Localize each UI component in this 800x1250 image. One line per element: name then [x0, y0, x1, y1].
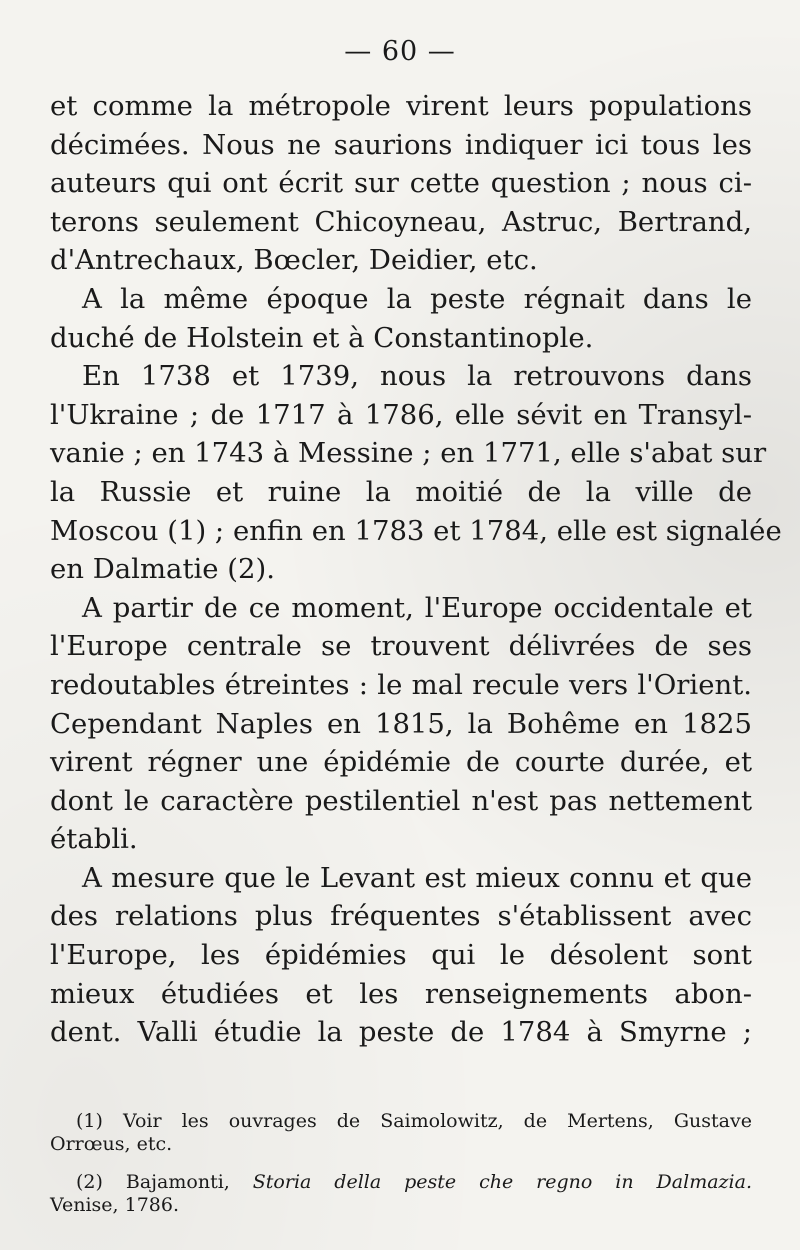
footnote-gap: [50, 1156, 752, 1171]
body-text: [50, 87, 782, 1052]
text-line: et comme la métropole virent leurs populations: [50, 90, 752, 122]
text-line: A partir de ce moment, l'Europe occidentale et: [82, 591, 752, 624]
text-line: auteurs qui ont écrit sur cette question ; nous ci-: [50, 167, 752, 200]
footnotes: [50, 1110, 752, 1217]
text-line: l'Europe, les épidémies qui le désolent sont: [50, 939, 752, 972]
text-line: l'Ukraine ; de 1717 à 1786, elle sévit en Transyl-: [50, 398, 752, 431]
footnote-2-title: Storia della peste che regno in Dalmazia.: [252, 1171, 752, 1193]
text-line: l'Europe centrale se trouvent délivrées de ses: [50, 630, 752, 663]
text-line: A mesure que le Levant est mieux connu et que: [82, 861, 752, 894]
text-line: établi.: [50, 823, 138, 856]
text-line: terons seulement Chicoyneau, Astruc, Bertrand,: [50, 205, 752, 238]
text-line: redoutables étreintes : le mal recule vers l'Orient.: [50, 668, 752, 701]
page-number: — 60 —: [344, 36, 456, 67]
text-line: en Dalmatie (2).: [50, 553, 275, 586]
footnote-2-line: [50, 1171, 752, 1194]
footnote-2-line: Venise, 1786.: [50, 1194, 180, 1216]
text-line: décimées. Nous ne saurions indiquer ici tous les: [50, 128, 752, 161]
footnote-1-line: (1) Voir les ouvrages de Saimolowitz, de Mertens, Gustave: [76, 1110, 752, 1132]
footnote-1-line: Orrœus, etc.: [50, 1133, 173, 1155]
text-line: d'Antrechaux, Bœcler, Deidier, etc.: [50, 244, 538, 277]
text-line: mieux étudiées et les renseignements abon-: [50, 977, 752, 1010]
text-line: Moscou (1) ; enfin en 1783 et 1784, elle est signalée: [50, 514, 782, 547]
text-line: A la même époque la peste régnait dans le: [82, 282, 752, 315]
text-line: En 1738 et 1739, nous la retrouvons dans: [82, 360, 752, 393]
text-line: dent. Valli étudie la peste de 1784 à Smyrne ;: [50, 1016, 752, 1049]
text-line: dont le caractère pestilentiel n'est pas nettement: [50, 784, 752, 817]
text-line: Cependant Naples en 1815, la Bohême en 1825: [50, 707, 752, 740]
text-line: des relations plus fréquentes s'établissent avec: [50, 900, 752, 933]
text-line: vanie ; en 1743 à Messine ; en 1771, elle s'abat sur: [50, 437, 767, 470]
text-line: duché de Holstein et à Constantinople.: [50, 321, 594, 354]
text-line: la Russie et ruine la moitié de la ville de: [50, 475, 752, 508]
text-line: virent régner une épidémie de courte durée, et: [50, 746, 752, 779]
footnote-2-prefix: (2) Bajamonti,: [76, 1171, 253, 1193]
